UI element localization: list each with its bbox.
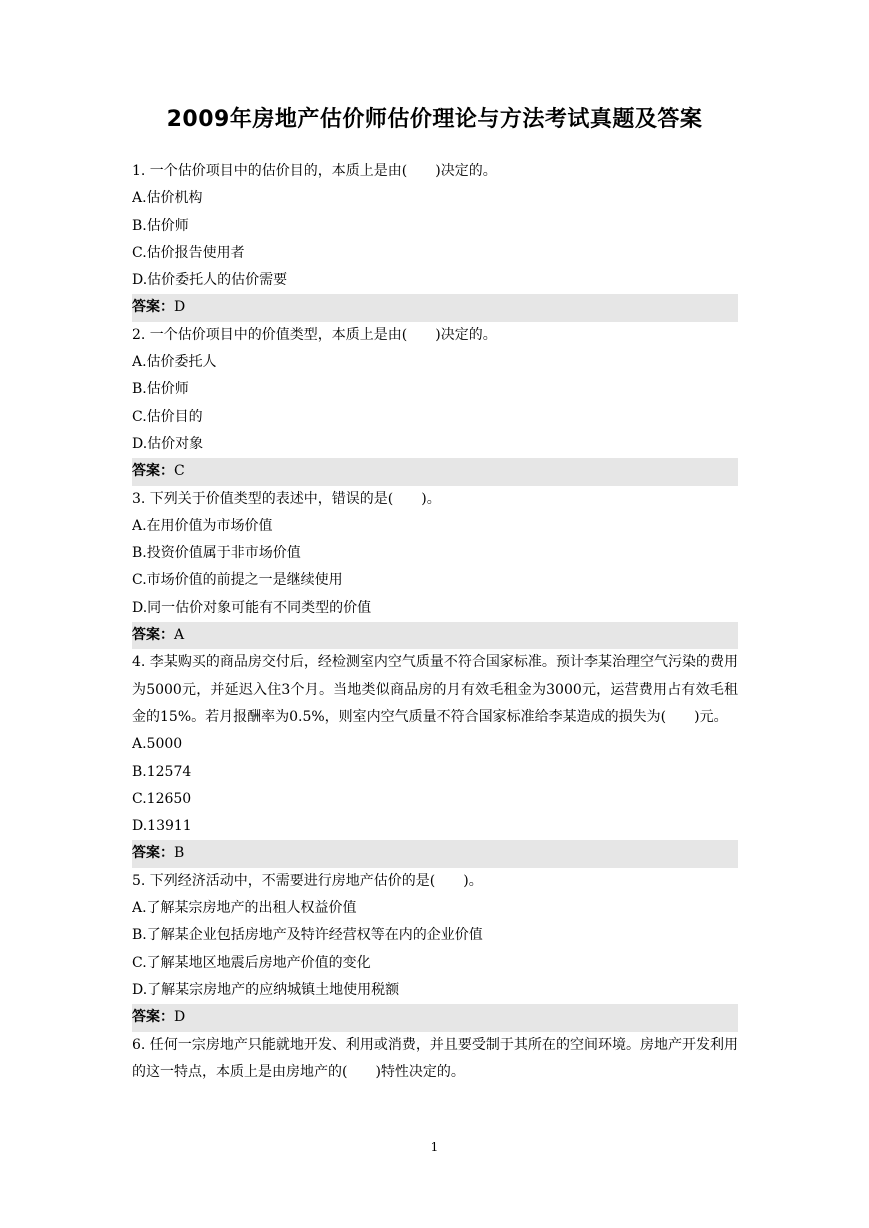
option-b: B.12574 xyxy=(132,763,192,780)
option-c: C.了解某地区地震后房地产价值的变化 xyxy=(132,954,371,971)
question-text: 5. 下列经济活动中，不需要进行房地产估价的是( )。 xyxy=(132,872,483,889)
answer-row xyxy=(132,294,738,321)
option-a: A.估价委托人 xyxy=(132,354,217,371)
option-c: C.估价目的 xyxy=(132,408,203,425)
option-b: B.了解某企业包括房地产及特许经营权等在内的企业价值 xyxy=(132,927,483,944)
answer-label: 答案： xyxy=(132,1009,174,1026)
option-d: D.了解某宗房地产的应纳城镇土地使用税额 xyxy=(132,981,400,998)
option-b: B.估价师 xyxy=(132,217,189,234)
question-text: 6. 任何一宗房地产只能就地开发、利用或消费，并且要受制于其所在的空间环境。房地产开发利用的这一特点，本质上是由房地产的( )特性决定的。 xyxy=(132,1036,738,1080)
option-c: C.市场价值的前提之一是继续使用 xyxy=(132,572,343,589)
answer-row xyxy=(132,840,738,867)
option-d: D.估价对象 xyxy=(132,435,204,452)
answer-label: 答案： xyxy=(132,463,174,480)
question-list xyxy=(132,158,738,1086)
option-c: C.估价报告使用者 xyxy=(132,244,245,261)
answer-value: D xyxy=(174,1009,186,1026)
option-b: B.估价师 xyxy=(132,381,189,398)
option-a: A.估价机构 xyxy=(132,190,203,207)
page-number: 1 xyxy=(430,1140,439,1154)
answer-value: D xyxy=(174,299,186,316)
answer-row xyxy=(132,622,738,649)
answer-value: A xyxy=(174,627,185,644)
answer-row xyxy=(132,458,738,485)
option-a: A.了解某宗房地产的出租人权益价值 xyxy=(132,900,357,917)
answer-row xyxy=(132,1004,738,1031)
option-d: D.估价委托人的估价需要 xyxy=(132,272,288,289)
answer-label: 答案： xyxy=(132,627,174,644)
question-text: 4. 李某购买的商品房交付后，经检测室内空气质量不符合国家标准。预计李某治理空气污染的费用为5000元，并延迟入住3个月。当地类似商品房的月有效毛租金为3000元，运营费用占有效毛租金的15%。若月报酬率为0.5%，则室内空气质量不符合国家标准给李某造成的损失为( )元。 xyxy=(132,654,738,725)
document-title: 2009年房地产估价师估价理论与方法考试真题及答案 xyxy=(166,107,703,132)
question-text: 3. 下列关于价值类型的表述中，错误的是( )。 xyxy=(132,490,441,507)
option-a: A.5000 xyxy=(132,736,183,753)
answer-label: 答案： xyxy=(132,299,174,316)
option-a: A.在用价值为市场价值 xyxy=(132,517,273,534)
answer-value: B xyxy=(174,845,185,862)
answer-value: C xyxy=(174,463,185,480)
answer-label: 答案： xyxy=(132,845,174,862)
option-d: D.13911 xyxy=(132,818,192,835)
question-text: 2. 一个估价项目中的价值类型，本质上是由( )决定的。 xyxy=(132,326,497,343)
question-text: 1. 一个估价项目中的估价目的，本质上是由( )决定的。 xyxy=(132,163,497,179)
option-c: C.12650 xyxy=(132,790,192,807)
option-b: B.投资价值属于非市场价值 xyxy=(132,545,301,562)
option-d: D.同一估价对象可能有不同类型的价值 xyxy=(132,599,372,616)
